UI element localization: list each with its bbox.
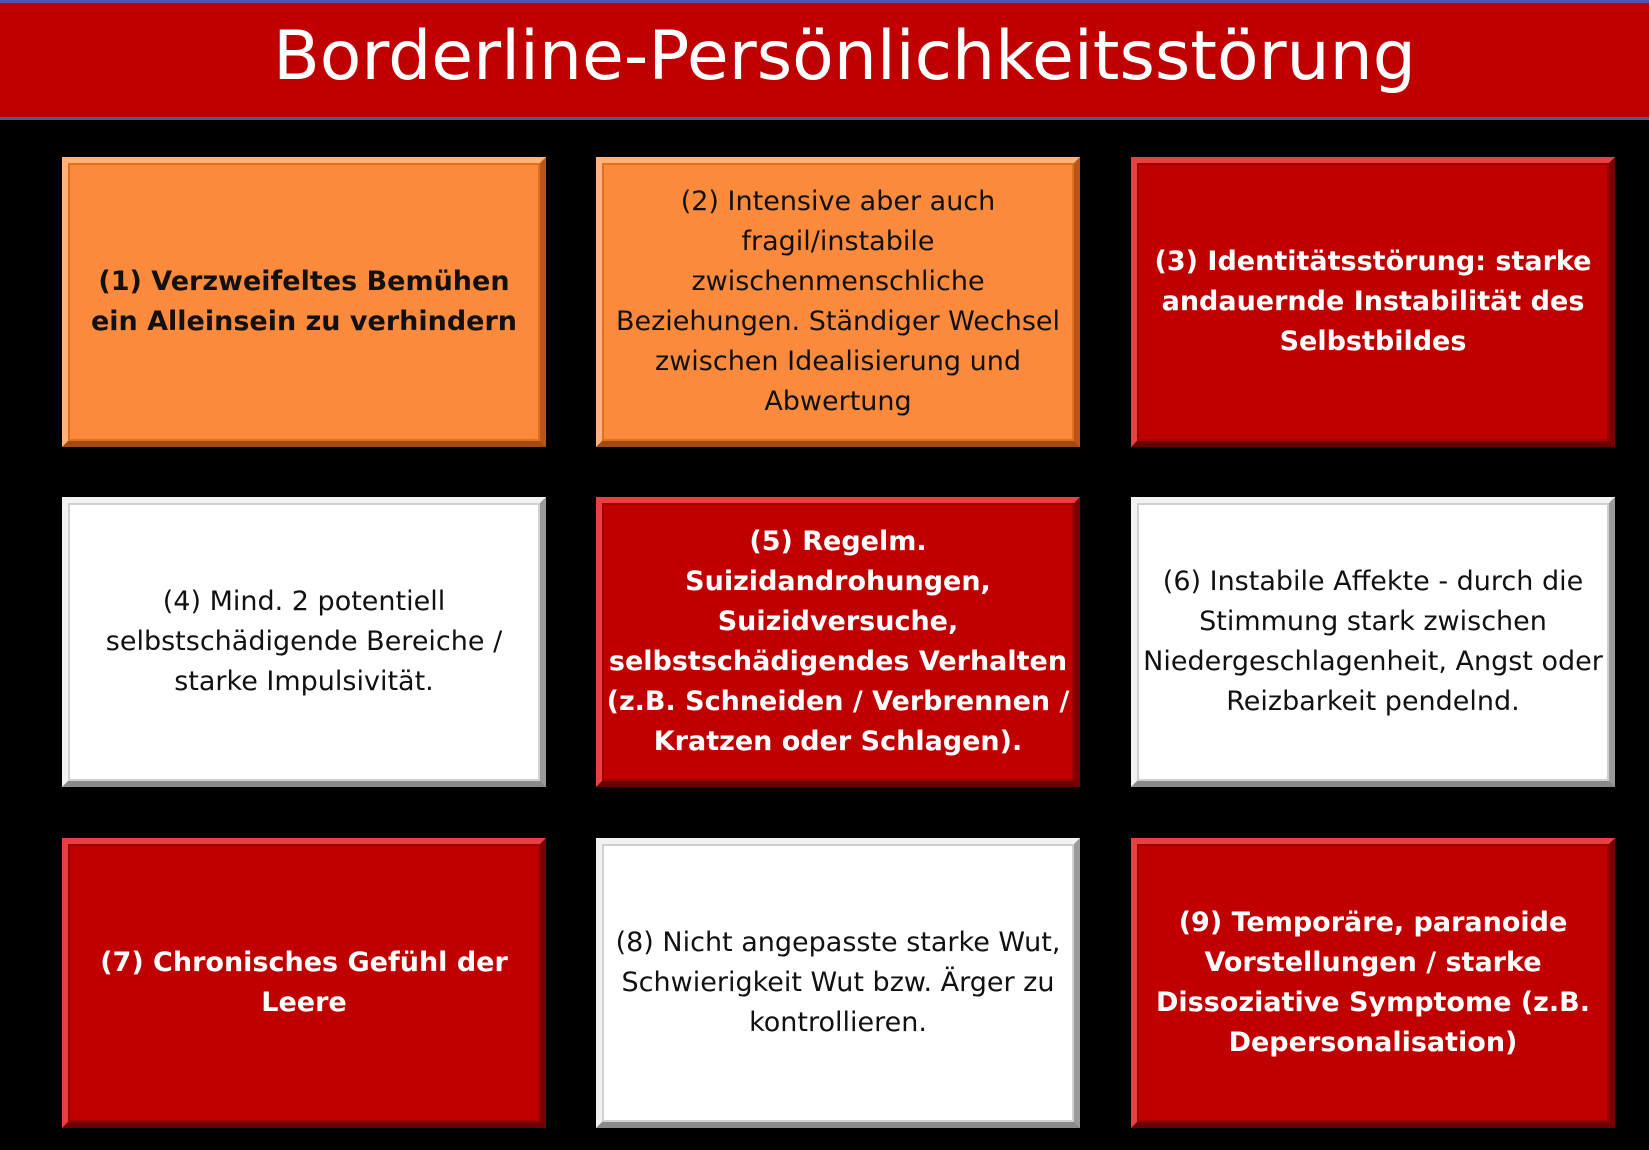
criterion-text-2: (2) Intensive aber auch fragil/instabile zwischenmenschliche Beziehungen. Ständiger Wechsel zwischen Idealisierung und Abwertung xyxy=(615,186,1061,417)
criterion-box-5 xyxy=(596,497,1080,787)
criterion-box-9 xyxy=(1131,838,1615,1128)
criterion-text-9: (9) Temporäre, paranoide Vorstellungen / starke Dissoziative Symptome (z.B. Depersonalisation) xyxy=(1156,907,1590,1058)
criterion-box-4 xyxy=(62,497,546,787)
criterion-text-8: (8) Nicht angepasste starke Wut, Schwierigkeit Wut bzw. Ärger zu kontrollieren. xyxy=(615,927,1061,1038)
criterion-box-3 xyxy=(1131,157,1615,447)
criterion-text-6: (6) Instabile Affekte - durch die Stimmung stark zwischen Niedergeschlagenheit, Angst oder Reizbarkeit pendelnd. xyxy=(1143,566,1603,717)
criterion-box-1 xyxy=(62,157,546,447)
criterion-text-3: (3) Identitätsstörung: starke andauernde Instabilität des Selbstbildes xyxy=(1154,246,1592,357)
criterion-box-8 xyxy=(596,838,1080,1128)
title-bar xyxy=(0,0,1649,120)
criterion-text-1: (1) Verzweifeltes Bemühen ein Alleinsein zu verhindern xyxy=(90,266,518,337)
criterion-box-2 xyxy=(596,157,1080,447)
criterion-text-4: (4) Mind. 2 potentiell selbstschädigende Bereiche / starke Impulsivität. xyxy=(105,586,503,697)
criterion-box-6 xyxy=(1131,497,1615,787)
criterion-text-7: (7) Chronisches Gefühl der Leere xyxy=(100,947,508,1018)
criterion-text-5: (5) Regelm. Suizidandrohungen, Suizidversuche, selbstschädigendes Verhalten (z.B. Schneiden / Verbrennen / Kratzen oder Schlagen). xyxy=(606,526,1070,757)
page-title: Borderline-Persönlichkeitsstörung xyxy=(273,16,1416,96)
criterion-box-7 xyxy=(62,838,546,1128)
